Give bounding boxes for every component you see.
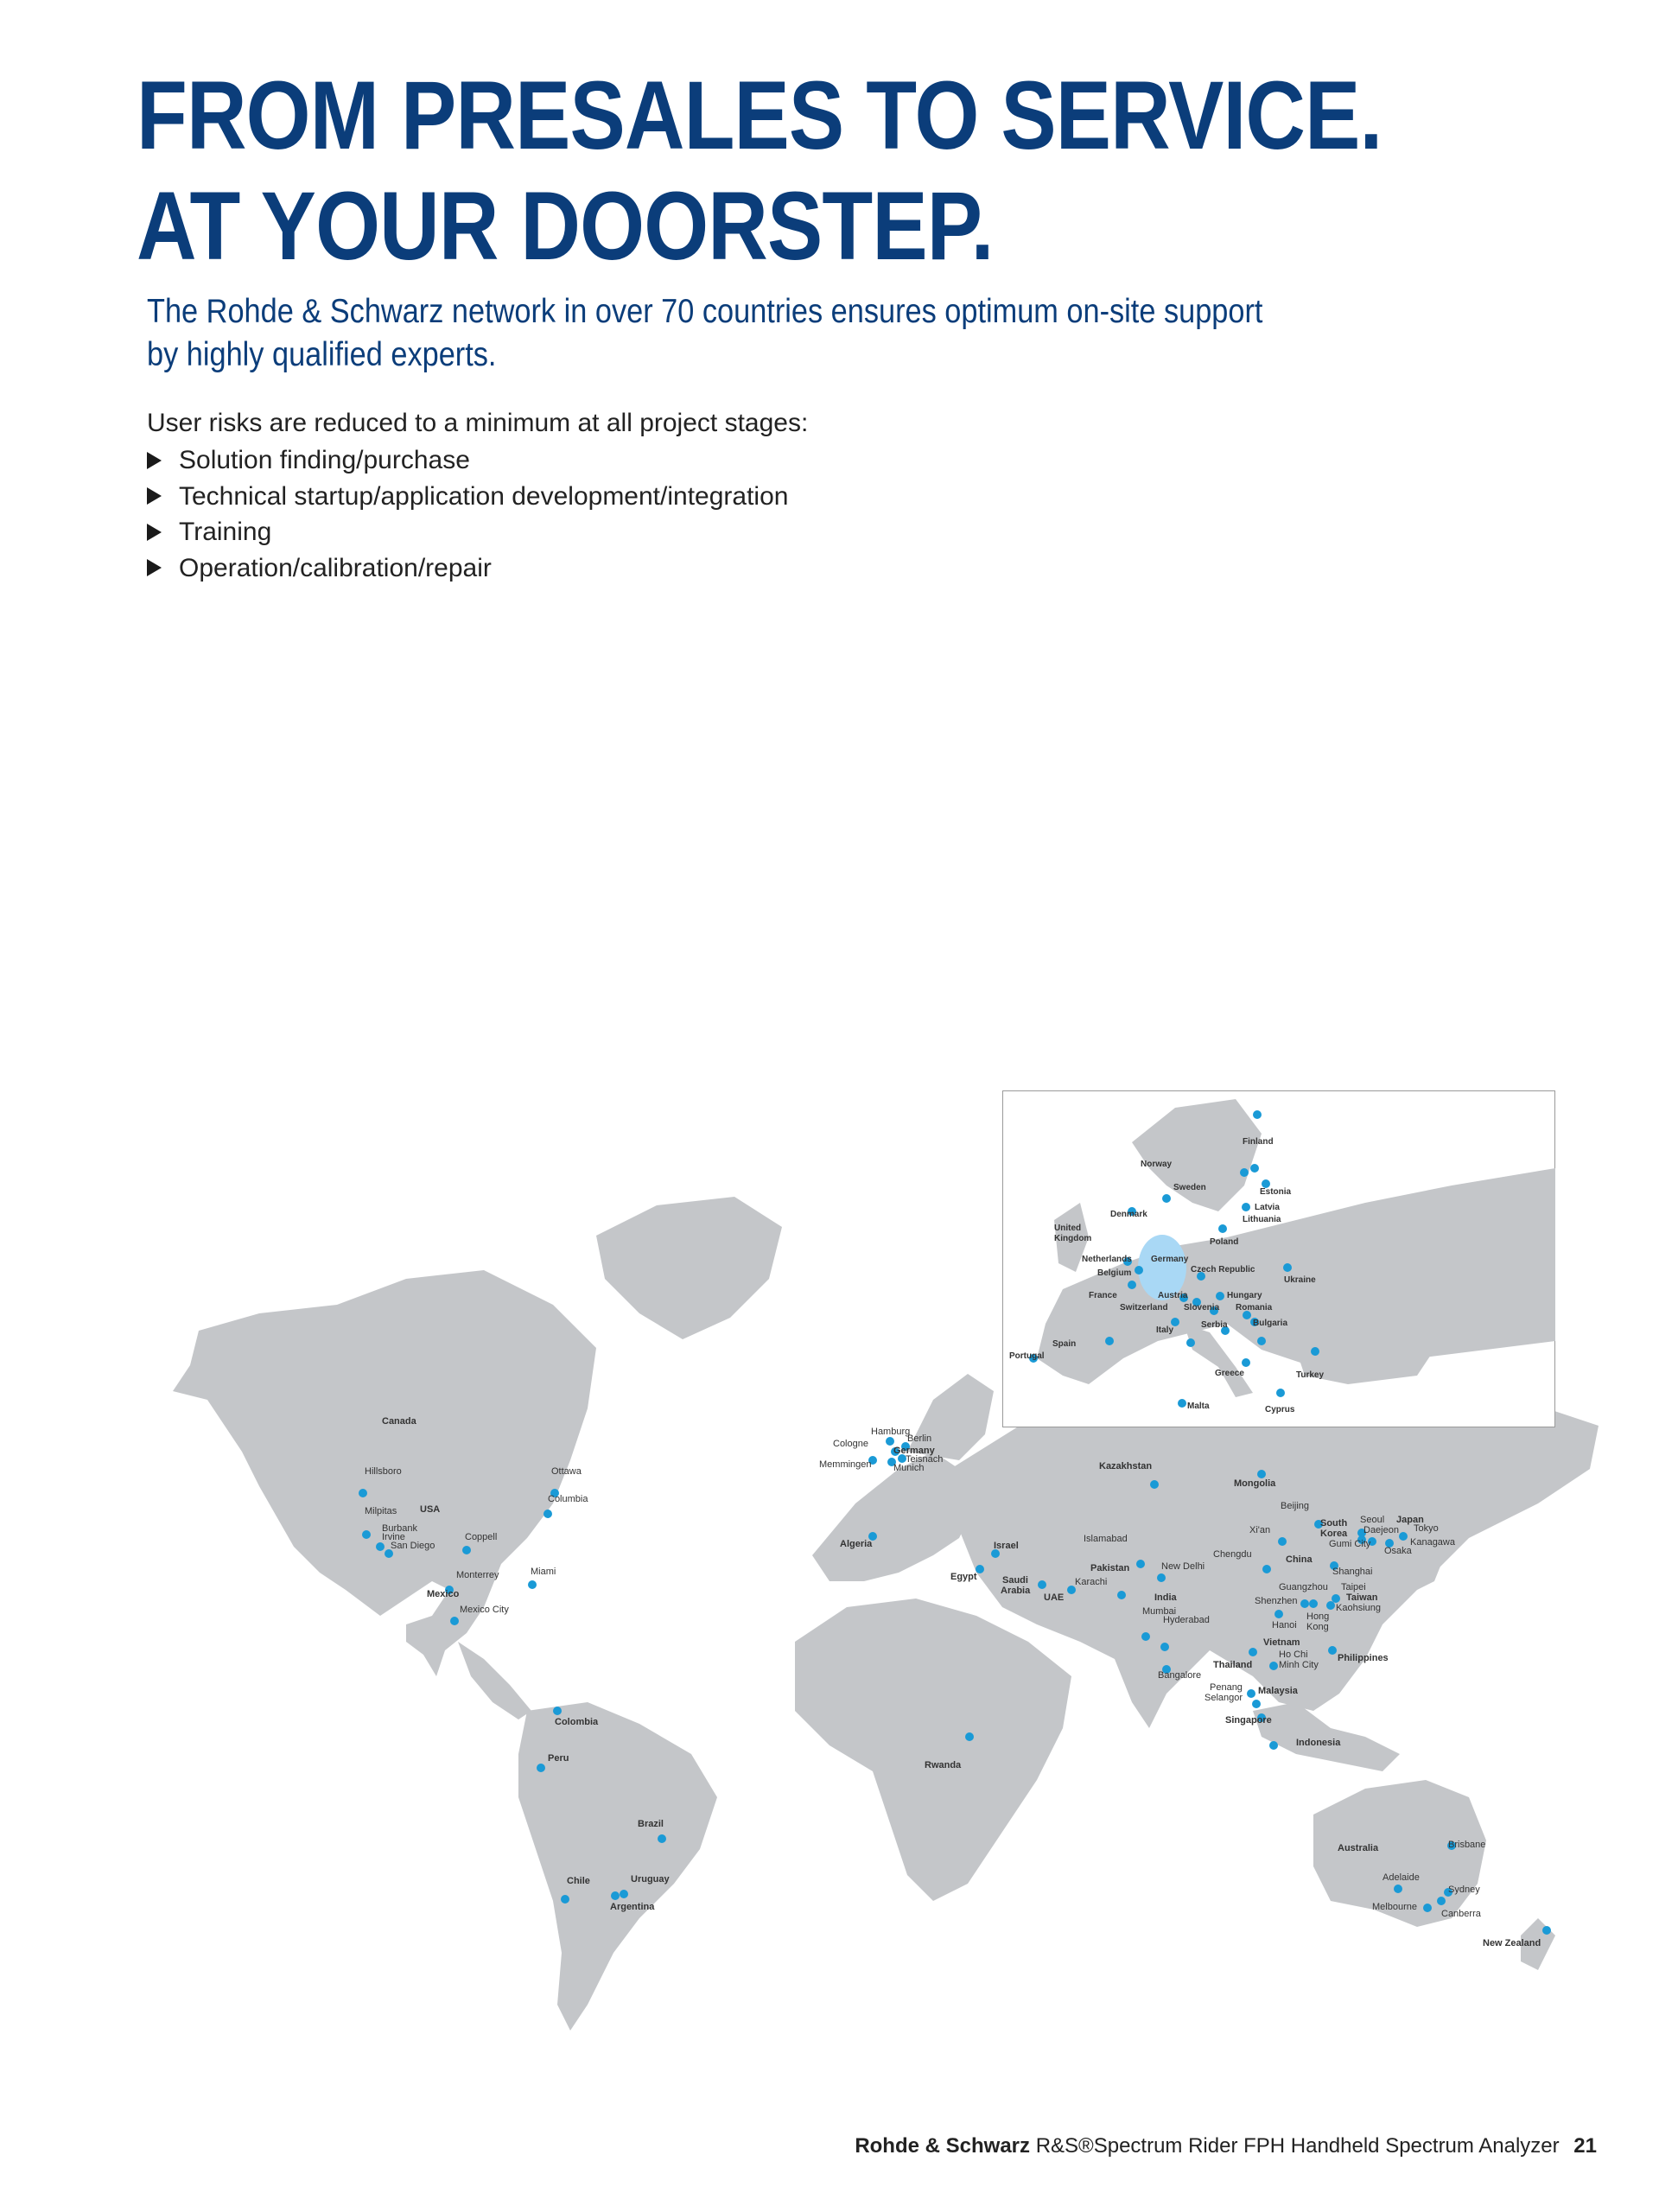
label-serbia: Serbia <box>1201 1320 1228 1330</box>
label-xian: Xi'an <box>1249 1525 1271 1535</box>
page-number: 21 <box>1573 2134 1597 2158</box>
label-thailand: Thailand <box>1213 1660 1253 1670</box>
location-marker <box>1437 1897 1446 1905</box>
page-headline <box>137 60 1382 282</box>
europe-inset-map <box>1002 1090 1555 1427</box>
label-hyderabad: Hyderabad <box>1163 1615 1210 1625</box>
label-malaysia: Malaysia <box>1258 1686 1298 1696</box>
location-marker <box>1186 1338 1195 1347</box>
label-melbourne: Melbourne <box>1372 1902 1417 1912</box>
label-ottawa: Ottawa <box>551 1466 582 1477</box>
label-algeria: Algeria <box>840 1539 873 1549</box>
label-beijing: Beijing <box>1281 1501 1310 1511</box>
label-rwanda: Rwanda <box>925 1760 962 1770</box>
location-marker <box>462 1546 471 1554</box>
label-taiwan: Taiwan <box>1346 1592 1378 1603</box>
label-irvine: Irvine <box>382 1532 405 1542</box>
location-marker <box>1038 1580 1046 1589</box>
label-india: India <box>1154 1592 1177 1603</box>
label-selangor: Selangor <box>1205 1693 1243 1703</box>
location-marker <box>543 1510 552 1518</box>
location-marker <box>537 1764 545 1772</box>
label-hanoi: Hanoi <box>1272 1620 1297 1630</box>
landmass-southeast-asia <box>1253 1702 1400 1771</box>
label-kanagawa: Kanagawa <box>1410 1537 1455 1548</box>
location-marker <box>965 1732 974 1741</box>
location-marker <box>1328 1646 1337 1655</box>
label-greece: Greece <box>1215 1369 1244 1378</box>
label-canada: Canada <box>382 1416 416 1427</box>
label-sweden: Sweden <box>1173 1183 1206 1192</box>
label-brisbane: Brisbane <box>1448 1840 1486 1850</box>
label-romania: Romania <box>1236 1303 1273 1313</box>
label-hillsboro: Hillsboro <box>365 1466 402 1477</box>
location-marker <box>1135 1266 1143 1274</box>
label-cyprus: Cyprus <box>1265 1405 1295 1414</box>
label-australia: Australia <box>1338 1843 1379 1853</box>
label-brazil: Brazil <box>638 1819 664 1829</box>
label-italy: Italy <box>1156 1325 1174 1335</box>
label-france: France <box>1089 1291 1117 1300</box>
location-marker <box>1249 1648 1257 1656</box>
location-marker <box>1269 1662 1278 1670</box>
label-taipei: Taipei <box>1341 1582 1366 1592</box>
location-marker <box>1128 1281 1136 1289</box>
location-marker <box>1423 1904 1432 1912</box>
label-monterrey: Monterrey <box>456 1570 499 1580</box>
label-philippines: Philippines <box>1338 1653 1389 1663</box>
location-marker <box>886 1437 894 1446</box>
label-memmingen: Memmingen <box>819 1459 872 1470</box>
headline-line-2: AT YOUR DOORSTEP. <box>137 172 994 280</box>
label-uae: UAE <box>1044 1592 1065 1603</box>
location-marker <box>1257 1337 1266 1345</box>
label-germany: Germany <box>893 1446 935 1456</box>
location-marker <box>1300 1599 1309 1608</box>
label-peru: Peru <box>548 1753 569 1764</box>
location-marker <box>1240 1168 1249 1177</box>
location-marker <box>658 1834 666 1843</box>
headline-line-1: FROM PRESALES TO SERVICE. <box>137 61 1382 169</box>
intro-text: User risks are reduced to a minimum at all project stages: <box>147 409 809 437</box>
label-spain: Spain <box>1052 1339 1077 1349</box>
label-miami: Miami <box>531 1567 556 1577</box>
location-marker <box>376 1542 385 1551</box>
label-berlin: Berlin <box>907 1433 932 1444</box>
label-latvia: Latvia <box>1255 1203 1280 1212</box>
label-canberra: Canberra <box>1441 1909 1481 1919</box>
label-gumi-city: Gumi City <box>1329 1539 1371 1549</box>
label-new-zealand: New Zealand <box>1483 1938 1541 1948</box>
label-uruguay: Uruguay <box>631 1874 670 1885</box>
label-saudi: Saudi <box>1002 1575 1028 1586</box>
location-marker <box>1311 1347 1319 1356</box>
label-shenzhen: Shenzhen <box>1255 1596 1298 1606</box>
label-mongolia: Mongolia <box>1234 1478 1276 1489</box>
label-milpitas: Milpitas <box>365 1506 397 1516</box>
label-bulgaria: Bulgaria <box>1253 1319 1288 1328</box>
location-marker <box>611 1891 620 1900</box>
label-minh-city: Minh City <box>1279 1660 1319 1670</box>
label-osaka: Osaka <box>1384 1546 1412 1556</box>
label-germany-inset: Germany <box>1151 1255 1189 1264</box>
bullet-triangle-icon <box>147 559 162 576</box>
location-marker <box>1283 1263 1292 1272</box>
label-arabia: Arabia <box>1001 1586 1031 1596</box>
label-mexico: Mexico <box>427 1589 460 1599</box>
label-argentina: Argentina <box>610 1902 655 1912</box>
label-bangalore: Bangalore <box>1158 1670 1202 1681</box>
label-turkey: Turkey <box>1296 1370 1325 1380</box>
label-burbank: Burbank <box>382 1523 417 1534</box>
location-marker <box>1276 1389 1285 1397</box>
label-kong: Kong <box>1306 1622 1329 1632</box>
label-united: United <box>1054 1224 1082 1233</box>
label-vietnam: Vietnam <box>1263 1637 1300 1648</box>
label-coppell: Coppell <box>465 1532 498 1542</box>
list-item: Operation/calibration/repair <box>147 550 788 587</box>
label-hong: Hong <box>1306 1611 1330 1622</box>
label-kaohsiung: Kaohsiung <box>1336 1603 1381 1613</box>
location-marker <box>1309 1599 1318 1608</box>
location-marker <box>1150 1480 1159 1489</box>
page-footer <box>855 2134 1597 2158</box>
label-mumbai: Mumbai <box>1142 1606 1177 1617</box>
landmass-greenland <box>596 1197 782 1339</box>
label-adelaide: Adelaide <box>1382 1872 1420 1883</box>
label-guangzhou: Guangzhou <box>1279 1582 1328 1592</box>
location-marker <box>1242 1358 1250 1367</box>
location-marker <box>1326 1601 1335 1610</box>
label-ho-chi: Ho Chi <box>1279 1649 1308 1660</box>
location-marker <box>1157 1573 1166 1582</box>
label-south: South <box>1320 1518 1348 1529</box>
label-egypt: Egypt <box>950 1572 977 1582</box>
footer-product: R&S®Spectrum Rider FPH Handheld Spectrum Analyzer <box>1035 2134 1560 2158</box>
label-slovenia: Slovenia <box>1184 1303 1220 1313</box>
label-austria: Austria <box>1158 1291 1188 1300</box>
label-hamburg: Hamburg <box>871 1427 911 1437</box>
location-marker <box>1218 1224 1227 1233</box>
label-japan: Japan <box>1396 1515 1424 1525</box>
label-munich: Munich <box>893 1463 925 1473</box>
label-cologne: Cologne <box>833 1439 868 1449</box>
label-mexico-city: Mexico City <box>460 1605 509 1615</box>
label-czech-republic: Czech Republic <box>1191 1265 1255 1274</box>
landmass-africa <box>795 1599 1071 1901</box>
subheadline: The Rohde & Schwarz network in over 70 countries ensures optimum on-site support by highly qualified experts. <box>147 293 1263 373</box>
location-marker <box>528 1580 537 1589</box>
label-ukraine: Ukraine <box>1284 1275 1316 1285</box>
location-marker <box>1394 1885 1402 1893</box>
label-estonia: Estonia <box>1260 1187 1292 1197</box>
label-portugal: Portugal <box>1009 1351 1045 1361</box>
location-marker <box>1332 1594 1340 1603</box>
location-marker <box>1542 1926 1551 1935</box>
footer-brand: Rohde & Schwarz <box>855 2134 1031 2158</box>
location-marker <box>1274 1610 1283 1618</box>
location-marker <box>1136 1560 1145 1568</box>
location-marker <box>1242 1203 1250 1211</box>
list-item: Technical startup/application development/integration <box>147 479 788 515</box>
list-item: Training <box>147 514 788 550</box>
label-pakistan: Pakistan <box>1090 1563 1130 1573</box>
label-hungary: Hungary <box>1227 1291 1262 1300</box>
label-seoul: Seoul <box>1360 1515 1385 1525</box>
location-marker <box>1117 1591 1126 1599</box>
label-korea: Korea <box>1320 1529 1348 1539</box>
bullet-list <box>147 442 788 586</box>
location-marker <box>1160 1643 1169 1651</box>
label-kingdom: Kingdom <box>1054 1234 1092 1243</box>
list-item: Solution finding/purchase <box>147 442 788 479</box>
label-usa: USA <box>420 1504 441 1515</box>
location-marker <box>362 1530 371 1539</box>
label-sydney: Sydney <box>1448 1885 1480 1895</box>
location-marker <box>359 1489 367 1497</box>
location-marker <box>1269 1741 1278 1750</box>
label-karachi: Karachi <box>1075 1577 1108 1587</box>
label-malta: Malta <box>1187 1402 1210 1411</box>
location-marker <box>1250 1164 1259 1173</box>
label-teisnach: Teisnach <box>906 1454 944 1465</box>
label-denmark: Denmark <box>1110 1210 1147 1219</box>
label-colombia: Colombia <box>555 1717 599 1727</box>
location-marker <box>553 1707 562 1715</box>
label-chile: Chile <box>567 1876 590 1886</box>
label-shanghai: Shanghai <box>1332 1567 1373 1577</box>
label-norway: Norway <box>1141 1160 1173 1169</box>
location-marker <box>450 1617 459 1625</box>
label-switzerland: Switzerland <box>1120 1303 1168 1313</box>
label-finland: Finland <box>1243 1137 1274 1147</box>
label-penang: Penang <box>1210 1682 1243 1693</box>
location-marker <box>1252 1700 1261 1708</box>
label-china: China <box>1286 1554 1313 1565</box>
location-marker <box>1216 1292 1224 1300</box>
location-marker <box>1399 1532 1408 1541</box>
label-kazakhstan: Kazakhstan <box>1099 1461 1153 1471</box>
bullet-triangle-icon <box>147 524 162 541</box>
landmass-south-america <box>518 1702 717 2031</box>
label-lithuania: Lithuania <box>1243 1215 1281 1224</box>
label-belgium: Belgium <box>1097 1268 1132 1278</box>
location-marker <box>561 1895 569 1904</box>
label-indonesia: Indonesia <box>1296 1738 1341 1748</box>
label-netherlands: Netherlands <box>1082 1255 1132 1264</box>
bullet-triangle-icon <box>147 487 162 505</box>
location-marker <box>1278 1537 1287 1546</box>
label-columbia: Columbia <box>548 1494 588 1504</box>
location-marker <box>620 1890 628 1898</box>
location-marker <box>1141 1632 1150 1641</box>
bullet-triangle-icon <box>147 452 162 469</box>
location-marker <box>1262 1565 1271 1573</box>
location-marker <box>1257 1470 1266 1478</box>
label-israel: Israel <box>994 1541 1019 1551</box>
location-marker <box>1162 1194 1171 1203</box>
label-san-diego: San Diego <box>391 1541 435 1551</box>
location-marker <box>1247 1689 1255 1698</box>
label-new-delhi: New Delhi <box>1161 1561 1205 1572</box>
label-islamabad: Islamabad <box>1084 1534 1128 1544</box>
landmass-central-america <box>458 1642 531 1719</box>
label-poland: Poland <box>1210 1237 1239 1247</box>
label-daejeon: Daejeon <box>1363 1525 1399 1535</box>
label-tokyo: Tokyo <box>1414 1523 1439 1534</box>
location-marker <box>1178 1399 1186 1408</box>
label-singapore: Singapore <box>1225 1715 1272 1726</box>
location-marker <box>1253 1110 1262 1119</box>
location-marker <box>1105 1337 1114 1345</box>
label-chengdu: Chengdu <box>1213 1549 1252 1560</box>
